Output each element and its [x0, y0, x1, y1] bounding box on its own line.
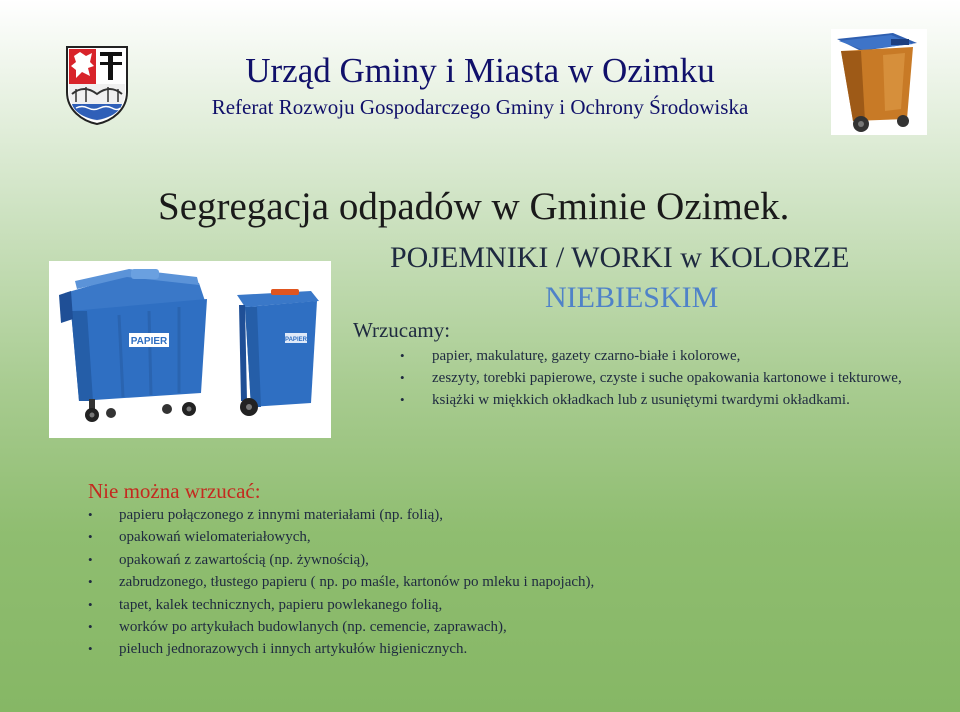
containers-color-word: NIEBIESKIM — [545, 281, 719, 314]
page-title: Segregacja odpadów w Gminie Ozimek. — [158, 185, 790, 228]
reject-label: Nie można wrzucać: — [88, 479, 261, 503]
list-item: • pieluch jednorazowych i innych artykułów higienicznych. — [88, 638, 848, 660]
containers-heading: POJEMNIKI / WORKI w KOLORZE — [390, 241, 850, 274]
list-item: • opakowań z zawartością (np. żywnością), — [88, 549, 848, 571]
accept-label: Wrzucamy: — [353, 318, 451, 342]
coat-of-arms-icon — [64, 44, 130, 126]
list-item: • zabrudzonego, tłustego papieru ( np. po maśle, kartonów po mleku i napojach), — [88, 571, 848, 593]
list-item: • papier, makulaturę, gazety czarno-białe i kolorowe, — [400, 345, 920, 367]
list-item: • zeszyty, torebki papierowe, czyste i suche opakowania kartonowe i tekturowe, — [400, 367, 920, 389]
list-item: • papieru połączonego z innymi materiałami (np. folią), — [88, 504, 848, 526]
list-item: • worków po artykułach budowlanych (np. cemencie, zaprawach), — [88, 616, 848, 638]
reject-list — [88, 504, 848, 661]
bin-label-small: PAPIER — [285, 337, 307, 343]
department-subtitle: Referat Rozwoju Gospodarczego Gminy i Ochrony Środowiska — [211, 95, 749, 119]
office-title: Urząd Gminy i Miasta w Ozimku — [245, 51, 715, 90]
brown-bin-icon — [831, 29, 927, 135]
list-item: • książki w miękkich okładkach lub z usuniętymi twardymi okładkami. — [400, 389, 920, 411]
accept-list — [400, 345, 920, 411]
list-item: • tapet, kalek technicznych, papieru powlekanego folią, — [88, 594, 848, 616]
list-item: • opakowań wielomateriałowych, — [88, 526, 848, 548]
bin-label: PAPIER — [130, 336, 168, 347]
blue-containers-icon — [49, 261, 331, 438]
